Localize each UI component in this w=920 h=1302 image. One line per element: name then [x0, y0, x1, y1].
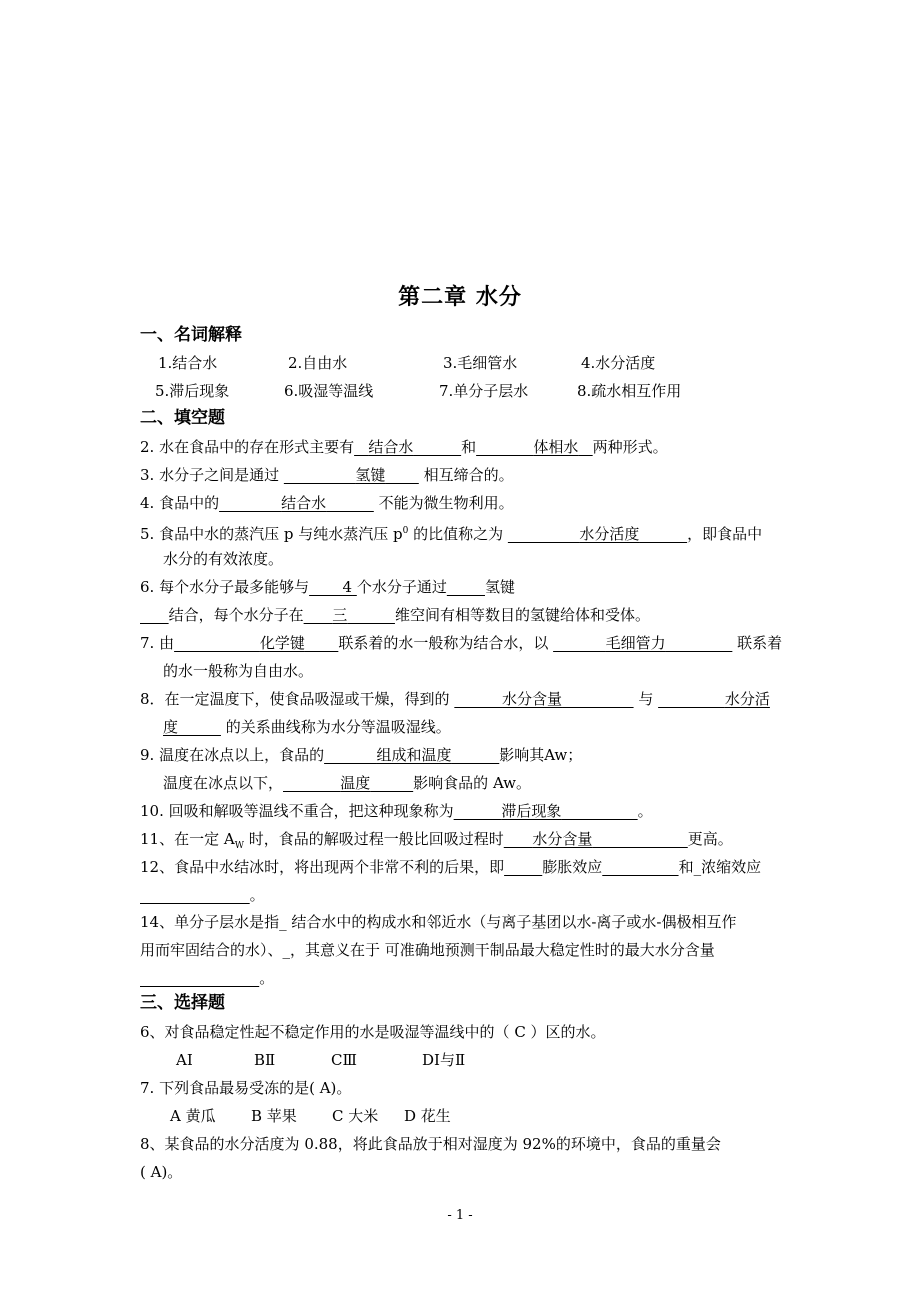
answer-blank: 结合水 [368, 438, 414, 456]
option-d: D 花生 [404, 1107, 451, 1125]
terms-row-1 [158, 353, 655, 373]
answer-blank: 三 [332, 606, 348, 624]
answer-blank: 体相水 [533, 438, 579, 456]
term-8: 8.疏水相互作用 [577, 382, 682, 400]
answer-blank [140, 886, 250, 904]
question-5-cont: 水分的有效浓度。 [163, 550, 284, 568]
question-9-cont: 温度在冰点以下， 温度 影响食品的 Aw。 [163, 774, 531, 792]
section-heading-definitions: 一、名词解释 [140, 325, 242, 345]
answer-blank: 水分活度 [579, 525, 640, 543]
option-c: C 大米 [332, 1107, 379, 1125]
answer-blank: 滞后现象 [501, 802, 562, 820]
question-6-cont: 结合，每个水分子在 三 维空间有相等数目的氢键给体和受体。 [140, 605, 650, 625]
answer-blank: 化学键 [259, 634, 305, 652]
question-4: 4. 食品中的 结合水 不能为微生物利用。 [140, 494, 514, 512]
term-5: 5.滞后现象 [155, 382, 230, 400]
question-14-cont: 用而牢固结合的水）、_，其意义在于 可准确地预测干制品最大稳定性时的最大水分含量 [140, 941, 715, 959]
section-heading-choice: 三、选择题 [140, 993, 225, 1013]
answer-blank: 氢键 [355, 466, 386, 484]
answer-blank [602, 858, 678, 876]
question-14-end: 。 [140, 968, 274, 988]
choice-8-question: 8、某食品的水分活度为 0.88，将此食品放于相对湿度为 92%的环境中，食品的重量会 [140, 1135, 721, 1153]
choice-8-cont: ( A)。 [140, 1163, 183, 1181]
answer-blank: 4 [342, 578, 353, 596]
chapter-title: 第二章 水分 [398, 285, 522, 310]
section-heading-fill-in: 二、填空题 [140, 408, 225, 428]
option-c: CⅢ [331, 1051, 357, 1069]
answer-blank: 水分含量 [502, 690, 563, 708]
choice-7-question: 7. 下列食品最易受冻的是( A)。 [140, 1079, 352, 1097]
answer-blank [140, 969, 259, 987]
question-8-cont: 度 的关系曲线称为水分等温吸湿线。 [163, 718, 451, 736]
answer-blank: 水分含量 [532, 830, 593, 848]
option-a: A 黄瓜 [170, 1107, 216, 1125]
term-2: 2.自由水 [288, 354, 348, 372]
terms-row-2 [155, 381, 681, 401]
question-14: 14、单分子层水是指_ 结合水中的构成水和邻近水（与离子基团以水-离子或水-偶极相互作 [140, 913, 737, 931]
answer-blank: 度 [163, 718, 179, 736]
question-12: 12、食品中水结冰时，将出现两个非常不利的后果，即 膨胀效应 和_浓缩效应 [140, 858, 762, 876]
answer-blank: 温度 [340, 774, 371, 792]
question-6: 6. 每个水分子最多能够与 4 个水分子通过 氢键 [140, 578, 515, 596]
option-b: B 苹果 [251, 1107, 297, 1125]
answer-blank: 水分活 [724, 690, 770, 708]
choice-6-options [176, 1050, 465, 1070]
question-8: 8．在一定温度下，使食品吸湿或干燥，得到的 水分含量 与 水分活 [140, 690, 770, 708]
question-12-cont: 。 [140, 885, 265, 905]
question-2: 2. 水在食品中的存在形式主要有 结合水 和 体相水 两种形式。 [140, 438, 668, 456]
question-7: 7. 由 化学键 联系着的水一般称为结合水，以 毛细管力 联系着 [140, 634, 783, 652]
option-d: DⅠ与Ⅱ [422, 1051, 466, 1069]
answer-blank: 结合水 [281, 494, 327, 512]
term-1: 1.结合水 [158, 354, 218, 372]
answer-blank [504, 858, 542, 876]
option-a: AⅠ [176, 1051, 193, 1069]
question-10: 10. 回吸和解吸等温线不重合，把这种现象称为 滞后现象 。 [140, 802, 653, 820]
choice-7-options [170, 1106, 451, 1126]
term-6: 6.吸湿等温线 [284, 382, 374, 400]
answer-blank [447, 578, 485, 596]
choice-6-question: 6、对食品稳定性起不稳定作用的水是吸湿等温线中的（ C ）区的水。 [140, 1023, 606, 1041]
question-7-cont: 的水一般称为自由水。 [163, 662, 314, 680]
answer-blank [140, 606, 169, 624]
option-b: BⅡ [254, 1051, 276, 1069]
question-11: 11、在一定 $A_W$ 时，食品的解吸过程一般比回吸过程时 水分含量 更高。 [140, 830, 733, 851]
term-4: 4.水分活度 [581, 354, 656, 372]
answer-blank: 毛细管力 [605, 634, 666, 652]
page-number: - 1 - [447, 1208, 473, 1223]
question-3: 3. 水分子之间是通过 氢键 相互缔合的。 [140, 466, 514, 484]
term-7: 7.单分子层水 [439, 382, 529, 400]
question-5: 5. 食品中水的蒸汽压 p 与纯水蒸汽压 $p^0$ 的比值称之为 水分活度 ，即食品中 [140, 525, 763, 543]
answer-blank: 组成和温度 [376, 746, 452, 764]
question-9: 9. 温度在冰点以上，食品的 组成和温度 影响其Aw； [140, 746, 583, 764]
term-3: 3.毛细管水 [443, 354, 518, 372]
